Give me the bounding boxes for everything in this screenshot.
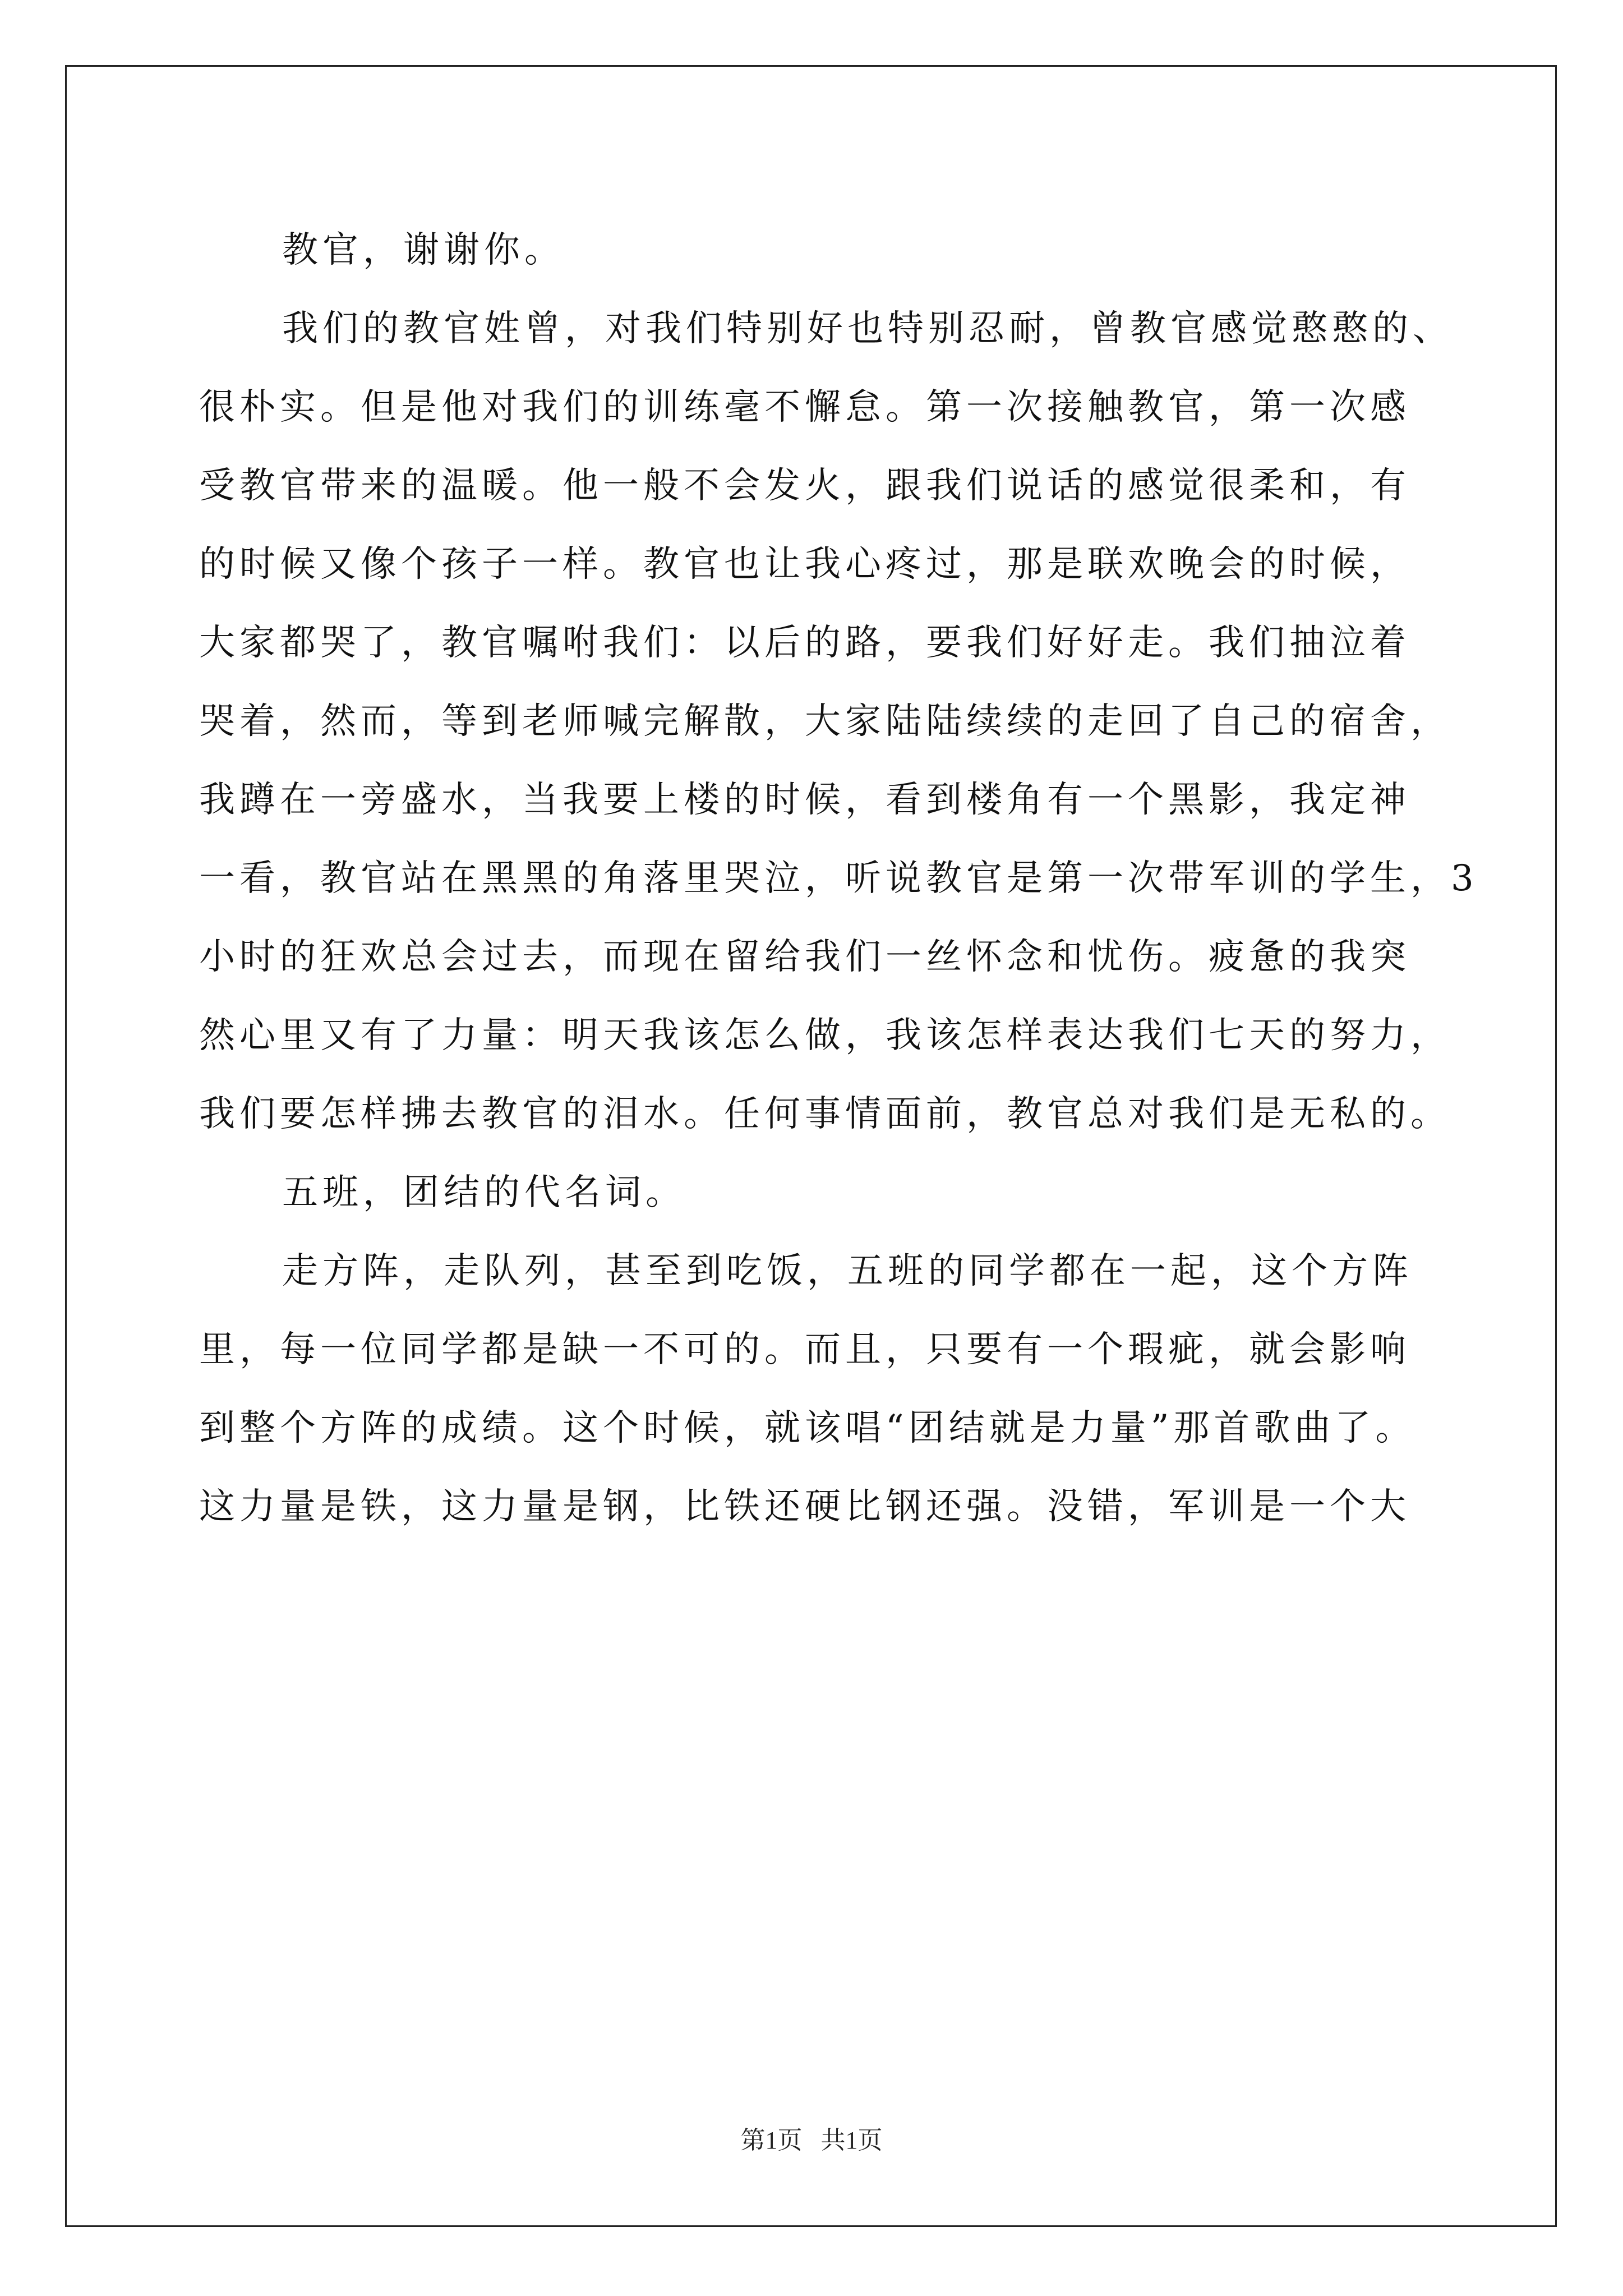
text-line: 很朴实。但是他对我们的训练毫不懈怠。第一次接触教官，第一次感 — [199, 386, 1410, 428]
document-body — [199, 211, 1489, 1546]
text-line: 五班，团结的代名词。 — [282, 1172, 686, 1213]
text-line: 的时候又像个孩子一样。教官也让我心疼过，那是联欢晚会的时候， — [199, 544, 1410, 585]
text-line: 走方阵，走队列，甚至到吃饭，五班的同学都在一起，这个方阵 — [282, 1250, 1413, 1292]
text-line: 我们的教官姓曾，对我们特别好也特别忍耐，曾教官感觉憨憨的、 — [282, 308, 1453, 349]
text-line: 一看，教官站在黑黑的角落里哭泣，听说教官是第一次带军训的学生，3 — [199, 858, 1478, 899]
text-line: 然心里又有了力量：明天我该怎么做，我该怎样表达我们七天的努力， — [199, 1015, 1451, 1056]
text-line: 我蹲在一旁盛水，当我要上楼的时候，看到楼角有一个黑影，我定神 — [199, 779, 1410, 821]
text-line: 小时的狂欢总会过去，而现在留给我们一丝怀念和忧伤。疲惫的我突 — [199, 936, 1410, 978]
text-line: 受教官带来的温暖。他一般不会发火，跟我们说话的感觉很柔和，有 — [199, 465, 1410, 507]
page-number-footer: 第1页 共1页 — [740, 2127, 883, 2154]
text-line: 教官，谢谢你。 — [282, 229, 565, 271]
text-line: 这力量是铁，这力量是钢，比铁还硬比钢还强。没错，军训是一个大 — [199, 1486, 1410, 1527]
text-line: 哭着，然而，等到老师喊完解散，大家陆陆续续的走回了自己的宿舍， — [199, 701, 1451, 742]
text-line: 里，每一位同学都是缺一不可的。而且，只要有一个瑕疵，就会影响 — [199, 1329, 1410, 1370]
text-line: 大家都哭了，教官嘱咐我们：以后的路，要我们好好走。我们抽泣着 — [199, 622, 1410, 664]
text-line: 到整个方阵的成绩。这个时候，就该唱“团结就是力量”那首歌曲了。 — [199, 1407, 1416, 1449]
text-line: 我们要怎样拂去教官的泪水。任何事情面前，教官总对我们是无私的。 — [199, 1093, 1451, 1135]
